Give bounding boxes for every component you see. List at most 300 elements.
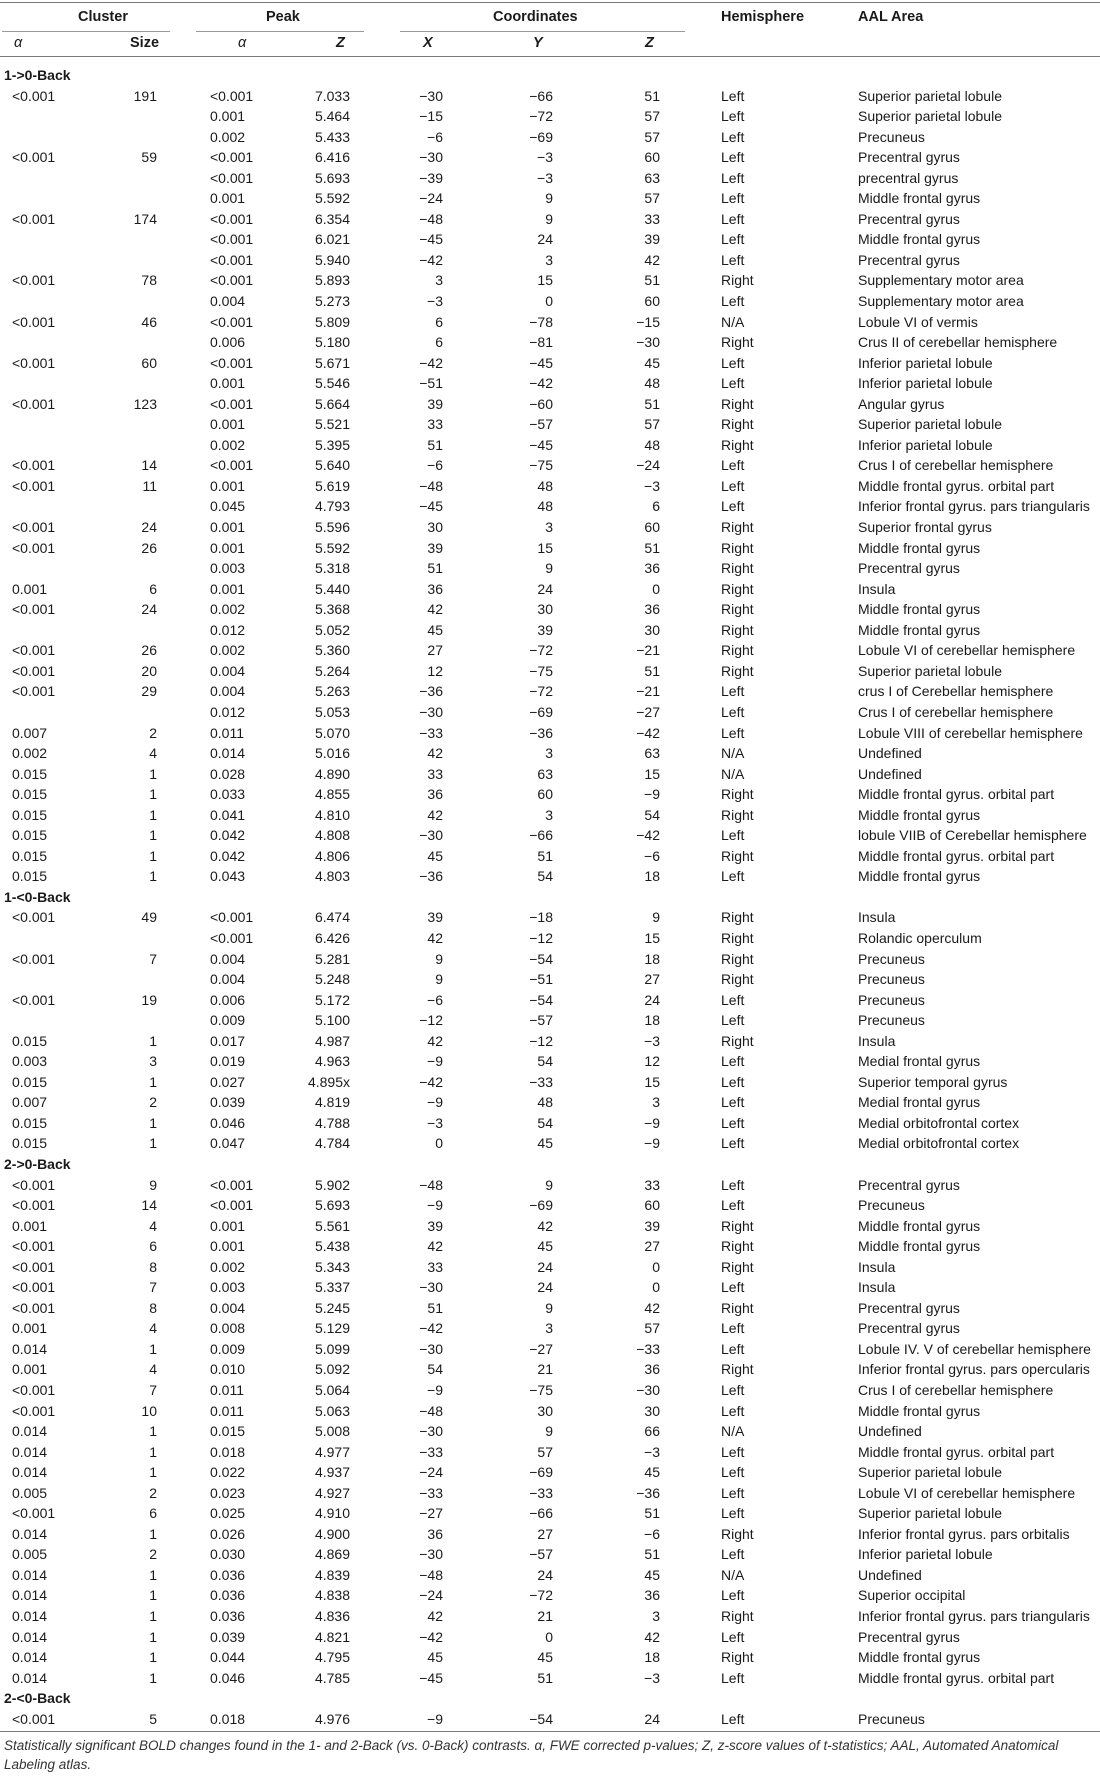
- header-hemisphere: Hemisphere: [721, 9, 805, 25]
- peak-alpha-cell: 0.002: [210, 1258, 246, 1275]
- aal-area-cell: Inferior frontal gyrus. pars triangularis: [858, 498, 1090, 515]
- table-row: [0, 1483, 1100, 1504]
- aal-area-cell: Undefined: [858, 1423, 922, 1440]
- aal-area-cell: Undefined: [858, 745, 922, 762]
- coord-z-cell: 54: [644, 806, 660, 823]
- table-row: [0, 435, 1100, 456]
- peak-alpha-cell: 0.036: [210, 1587, 246, 1604]
- peak-alpha-cell: 0.001: [210, 375, 246, 392]
- coord-y-cell: −66: [529, 827, 553, 844]
- coord-y-cell: −27: [529, 1340, 553, 1357]
- peak-z-cell: 6.474: [314, 909, 350, 926]
- section-row: [0, 1688, 1100, 1709]
- aal-area-cell: Medial frontal gyrus: [858, 1053, 981, 1070]
- cluster-alpha-cell: 0.015: [12, 1114, 48, 1131]
- section-label: 2-<0-Back: [4, 1690, 71, 1707]
- aal-area-cell: lobule VIIB of Cerebellar hemisphere: [858, 827, 1087, 844]
- table-row: [0, 373, 1100, 394]
- table-row: [0, 1092, 1100, 1113]
- cluster-alpha-cell: <0.001: [12, 991, 56, 1008]
- coord-z-cell: 51: [644, 272, 660, 289]
- coord-y-cell: −54: [529, 1710, 553, 1727]
- coord-y-cell: 24: [537, 580, 553, 597]
- hemisphere-cell: Left: [721, 498, 745, 515]
- coord-x-cell: 36: [427, 786, 443, 803]
- coord-z-cell: 0: [652, 1279, 660, 1296]
- coord-z-cell: 51: [644, 662, 660, 679]
- hemisphere-cell: Right: [721, 395, 754, 412]
- peak-alpha-cell: 0.045: [210, 498, 246, 515]
- cluster-alpha-cell: 0.014: [12, 1525, 48, 1542]
- subheader-x: X: [423, 35, 433, 51]
- peak-alpha-cell: 0.001: [210, 519, 246, 536]
- cluster-alpha-cell: <0.001: [12, 272, 56, 289]
- coord-z-cell: 48: [644, 375, 660, 392]
- aal-area-cell: Middle frontal gyrus. orbital part: [858, 477, 1055, 494]
- coord-y-cell: 48: [537, 498, 553, 515]
- cluster-alpha-cell: 0.014: [12, 1340, 48, 1357]
- peak-alpha-cell: 0.028: [210, 765, 246, 782]
- coord-y-cell: 3: [545, 806, 553, 823]
- cluster-size-cell: 1: [149, 1649, 157, 1666]
- hemisphere-cell: Left: [721, 1320, 745, 1337]
- coord-z-cell: −3: [644, 1032, 660, 1049]
- cluster-size-cell: 11: [142, 477, 157, 494]
- hemisphere-cell: Left: [721, 1073, 745, 1090]
- peak-alpha-cell: <0.001: [210, 909, 254, 926]
- peak-alpha-cell: 0.041: [210, 806, 246, 823]
- cluster-size-cell: 1: [149, 1340, 157, 1357]
- hemisphere-cell: Left: [721, 683, 745, 700]
- subheader-cluster-alpha: α: [14, 35, 23, 51]
- coord-x-cell: −45: [419, 498, 443, 515]
- aal-area-cell: Crus I of cerebellar hemisphere: [858, 1382, 1054, 1398]
- table-row: [0, 764, 1100, 785]
- cluster-size-cell: 1: [149, 868, 157, 885]
- peak-alpha-cell: 0.009: [210, 1340, 246, 1357]
- peak-z-cell: 4.977: [314, 1443, 350, 1460]
- peak-alpha-cell: 0.004: [210, 950, 246, 967]
- table-row: [0, 1072, 1100, 1093]
- cluster-size-cell: 191: [133, 87, 157, 104]
- table-row: [0, 1709, 1100, 1730]
- peak-alpha-cell: <0.001: [210, 210, 254, 227]
- coord-z-cell: 57: [644, 128, 660, 145]
- aal-area-cell: Middle frontal gyrus. orbital part: [858, 847, 1055, 864]
- cluster-size-cell: 26: [141, 539, 157, 556]
- coord-z-cell: 9: [652, 909, 660, 926]
- coord-y-cell: −33: [529, 1073, 553, 1090]
- peak-alpha-cell: 0.042: [210, 847, 246, 864]
- coord-z-cell: 51: [644, 1505, 660, 1522]
- hemisphere-cell: N/A: [721, 313, 745, 330]
- cluster-size-cell: 24: [141, 601, 157, 618]
- peak-alpha-cell: 0.001: [210, 477, 246, 494]
- table-row: [0, 250, 1100, 271]
- coord-x-cell: 39: [427, 539, 443, 556]
- peak-z-cell: 6.021: [314, 231, 350, 248]
- table-row: [0, 846, 1100, 867]
- table-row: [0, 353, 1100, 374]
- table-row: [0, 188, 1100, 209]
- hemisphere-cell: N/A: [721, 745, 745, 762]
- peak-alpha-cell: 0.044: [210, 1649, 246, 1666]
- aal-area-cell: Middle frontal gyrus: [858, 1217, 981, 1234]
- table-row: [0, 866, 1100, 887]
- coord-x-cell: −3: [427, 1114, 443, 1131]
- peak-alpha-cell: <0.001: [210, 1176, 254, 1193]
- cluster-alpha-cell: <0.001: [12, 683, 56, 700]
- hemisphere-cell: Right: [721, 1217, 754, 1234]
- coord-y-cell: 9: [545, 190, 553, 207]
- bottom-rule: [0, 1731, 1100, 1732]
- coord-x-cell: −33: [419, 724, 443, 741]
- table-row: [0, 784, 1100, 805]
- peak-alpha-cell: <0.001: [210, 272, 254, 289]
- table-row: [0, 1031, 1100, 1052]
- coord-y-cell: −69: [529, 703, 553, 720]
- subheader-z: Z: [336, 35, 345, 51]
- peak-alpha-cell: 0.001: [210, 108, 246, 125]
- coord-y-cell: 60: [537, 786, 553, 803]
- coord-x-cell: −27: [419, 1505, 443, 1522]
- aal-area-cell: Crus II of cerebellar hemisphere: [858, 334, 1058, 351]
- peak-z-cell: 4.963: [314, 1053, 350, 1070]
- coord-y-cell: 54: [537, 1114, 553, 1131]
- coord-x-cell: −3: [427, 293, 443, 310]
- peak-alpha-cell: 0.018: [210, 1710, 246, 1727]
- peak-alpha-cell: 0.017: [210, 1032, 246, 1049]
- cluster-underline: [2, 31, 170, 32]
- table-footnote: Statistically significant BOLD changes found in the 1- and 2-Back (vs. 0-Back) contrasts. α, FWE corrected p-values; Z, z-score values of t-statistics; AAL, Automated Anatomical Labeling atlas.: [4, 1738, 1059, 1772]
- section-row: [0, 887, 1100, 908]
- peak-alpha-cell: 0.015: [210, 1423, 246, 1440]
- hemisphere-cell: Left: [721, 1710, 745, 1727]
- coord-z-cell: −21: [636, 683, 660, 700]
- aal-area-cell: Precentral gyrus: [858, 560, 960, 577]
- coord-z-cell: 60: [644, 149, 660, 166]
- aal-area-cell: Superior frontal gyrus: [858, 519, 992, 536]
- aal-area-cell: Middle frontal gyrus. orbital part: [858, 1443, 1055, 1460]
- coord-z-cell: 36: [644, 601, 660, 618]
- coordinates-underline: [400, 31, 685, 32]
- cluster-alpha-cell: 0.014: [12, 1566, 48, 1583]
- peak-z-cell: 5.693: [314, 1197, 350, 1214]
- coord-y-cell: 24: [537, 1566, 553, 1583]
- aal-area-cell: Precentral gyrus: [858, 1176, 960, 1193]
- coord-z-cell: 45: [644, 1464, 660, 1481]
- coord-z-cell: −3: [644, 1669, 660, 1686]
- peak-alpha-cell: 0.012: [210, 621, 246, 638]
- coord-x-cell: −6: [427, 128, 443, 145]
- hemisphere-cell: Right: [721, 1238, 754, 1255]
- cluster-size-cell: 46: [141, 313, 157, 330]
- coord-y-cell: −45: [529, 354, 553, 371]
- hemisphere-cell: Left: [721, 1546, 745, 1563]
- aal-area-cell: Middle frontal gyrus: [858, 868, 981, 885]
- table-row: [0, 86, 1100, 107]
- coord-x-cell: 12: [427, 662, 443, 679]
- coord-z-cell: −21: [636, 642, 660, 659]
- aal-area-cell: Precuneus: [858, 950, 925, 967]
- cluster-alpha-cell: 0.015: [12, 1032, 48, 1049]
- coord-z-cell: 39: [644, 231, 660, 248]
- hemisphere-cell: Left: [721, 1135, 745, 1152]
- cluster-size-cell: 8: [149, 1299, 157, 1316]
- hemisphere-cell: Right: [721, 272, 754, 289]
- cluster-alpha-cell: 0.015: [12, 786, 48, 803]
- cluster-size-cell: 14: [141, 457, 157, 474]
- coord-z-cell: 39: [644, 1217, 660, 1234]
- cluster-alpha-cell: 0.005: [12, 1546, 48, 1563]
- coord-z-cell: −36: [636, 1484, 660, 1501]
- hemisphere-cell: Right: [721, 847, 754, 864]
- table-row: [0, 312, 1100, 333]
- table-row: [0, 681, 1100, 702]
- coord-x-cell: −9: [427, 1094, 443, 1111]
- table-row: [0, 1010, 1100, 1031]
- coord-y-cell: −51: [529, 971, 553, 988]
- coord-x-cell: −36: [419, 868, 443, 885]
- top-rule: [0, 2, 1100, 3]
- coord-y-cell: 51: [537, 847, 553, 864]
- coord-y-cell: 15: [537, 539, 553, 556]
- coord-z-cell: 60: [644, 293, 660, 310]
- coord-x-cell: −42: [419, 1320, 443, 1337]
- aal-area-cell: Superior temporal gyrus: [858, 1073, 1008, 1090]
- peak-alpha-cell: 0.006: [210, 334, 246, 351]
- peak-z-cell: 4.987: [314, 1032, 350, 1049]
- cluster-size-cell: 2: [149, 1484, 157, 1501]
- hemisphere-cell: Left: [721, 1628, 745, 1645]
- aal-area-cell: Superior parietal lobule: [858, 662, 1002, 679]
- coord-x-cell: −48: [419, 1566, 443, 1583]
- coord-y-cell: 48: [537, 1094, 553, 1111]
- coord-y-cell: −78: [529, 313, 553, 330]
- table-row: [0, 270, 1100, 291]
- hemisphere-cell: Left: [721, 1279, 745, 1296]
- table-row: [0, 147, 1100, 168]
- peak-z-cell: 4.810: [314, 806, 350, 823]
- coord-y-cell: 45: [537, 1649, 553, 1666]
- cluster-size-cell: 5: [149, 1710, 157, 1727]
- table-row: [0, 1216, 1100, 1237]
- cluster-size-cell: 4: [149, 1361, 157, 1378]
- table-row: [0, 1359, 1100, 1380]
- cluster-size-cell: 6: [149, 1238, 157, 1255]
- peak-alpha-cell: <0.001: [210, 149, 254, 166]
- coord-x-cell: 33: [427, 765, 443, 782]
- peak-alpha-cell: 0.001: [210, 580, 246, 597]
- peak-alpha-cell: 0.030: [210, 1546, 246, 1563]
- table-row: [0, 702, 1100, 723]
- peak-z-cell: 5.129: [314, 1320, 350, 1337]
- table-row: [0, 620, 1100, 641]
- cluster-alpha-cell: 0.003: [12, 1053, 48, 1070]
- cluster-alpha-cell: <0.001: [12, 1382, 56, 1398]
- peak-z-cell: 5.318: [314, 560, 350, 577]
- aal-area-cell: Middle frontal gyrus: [858, 621, 981, 638]
- cluster-alpha-cell: 0.002: [12, 745, 48, 762]
- coord-x-cell: −24: [419, 1587, 443, 1604]
- cluster-size-cell: 1: [149, 1628, 157, 1645]
- peak-z-cell: 4.795: [314, 1649, 350, 1666]
- hemisphere-cell: Left: [721, 1484, 745, 1501]
- peak-alpha-cell: 0.002: [210, 601, 246, 618]
- hemisphere-cell: Left: [721, 1340, 745, 1357]
- cluster-alpha-cell: <0.001: [12, 313, 56, 330]
- coord-z-cell: 33: [644, 1176, 660, 1193]
- section-label: 2->0-Back: [4, 1155, 71, 1172]
- coord-z-cell: 3: [652, 1094, 660, 1111]
- cluster-alpha-cell: <0.001: [12, 1402, 56, 1419]
- hemisphere-cell: Left: [721, 1505, 745, 1522]
- peak-alpha-cell: 0.046: [210, 1114, 246, 1131]
- coord-x-cell: −30: [419, 827, 443, 844]
- peak-alpha-cell: 0.018: [210, 1443, 246, 1460]
- coord-x-cell: −15: [419, 108, 443, 125]
- cluster-size-cell: 9: [149, 1176, 157, 1193]
- cluster-alpha-cell: 0.007: [12, 1094, 48, 1111]
- peak-z-cell: 5.053: [314, 703, 350, 720]
- coord-x-cell: 6: [435, 313, 443, 330]
- peak-alpha-cell: 0.002: [210, 436, 246, 453]
- cluster-size-cell: 2: [149, 1546, 157, 1563]
- table-row: [0, 106, 1100, 127]
- hemisphere-cell: Left: [721, 1382, 745, 1398]
- peak-alpha-cell: 0.023: [210, 1484, 246, 1501]
- peak-z-cell: 5.809: [314, 313, 350, 330]
- aal-area-cell: Inferior frontal gyrus. pars orbitalis: [858, 1525, 1070, 1542]
- table-row: [0, 1113, 1100, 1134]
- cluster-size-cell: 1: [149, 1423, 157, 1440]
- peak-alpha-cell: 0.004: [210, 1299, 246, 1316]
- cluster-size-cell: 1: [149, 1608, 157, 1625]
- cluster-alpha-cell: <0.001: [12, 1258, 56, 1275]
- peak-z-cell: 5.273: [314, 293, 350, 310]
- cluster-size-cell: 7: [149, 1382, 157, 1398]
- table-row: [0, 1462, 1100, 1483]
- hemisphere-cell: Left: [721, 703, 745, 720]
- aal-area-cell: Lobule VIII of cerebellar hemisphere: [858, 724, 1083, 741]
- coord-z-cell: 15: [644, 765, 660, 782]
- coord-x-cell: −48: [419, 210, 443, 227]
- coord-z-cell: 42: [644, 251, 660, 268]
- subheader-z-coord: Z: [645, 35, 654, 51]
- coord-z-cell: 18: [644, 868, 660, 885]
- table-row: [0, 579, 1100, 600]
- coord-y-cell: −69: [529, 1197, 553, 1214]
- cluster-alpha-cell: <0.001: [12, 1197, 56, 1214]
- peak-alpha-cell: 0.027: [210, 1073, 246, 1090]
- table-row: [0, 1195, 1100, 1216]
- hemisphere-cell: Right: [721, 806, 754, 823]
- coord-y-cell: −72: [529, 1587, 553, 1604]
- coord-y-cell: 27: [537, 1525, 553, 1542]
- coord-x-cell: −33: [419, 1484, 443, 1501]
- peak-z-cell: 5.052: [314, 621, 350, 638]
- coord-y-cell: 45: [537, 1135, 553, 1152]
- peak-z-cell: 5.671: [314, 354, 350, 371]
- table-row: [0, 743, 1100, 764]
- cluster-alpha-cell: <0.001: [12, 909, 56, 926]
- coord-z-cell: 24: [644, 1710, 660, 1727]
- coord-x-cell: 33: [427, 416, 443, 433]
- peak-z-cell: 5.263: [314, 683, 350, 700]
- hemisphere-cell: Right: [721, 601, 754, 618]
- table-row: [0, 1257, 1100, 1278]
- hemisphere-cell: Right: [721, 1299, 754, 1316]
- peak-alpha-cell: 0.042: [210, 827, 246, 844]
- cluster-size-cell: 1: [149, 1566, 157, 1583]
- cluster-alpha-cell: <0.001: [12, 519, 56, 536]
- coord-x-cell: −42: [419, 1073, 443, 1090]
- subheader-y: Y: [533, 35, 543, 51]
- coord-z-cell: −30: [636, 334, 660, 351]
- aal-area-cell: Inferior parietal lobule: [858, 1546, 993, 1563]
- cluster-size-cell: 1: [149, 827, 157, 844]
- coord-y-cell: −3: [537, 149, 553, 166]
- hemisphere-cell: Left: [721, 1012, 745, 1029]
- coord-y-cell: 3: [545, 251, 553, 268]
- table-row: [0, 599, 1100, 620]
- cluster-alpha-cell: <0.001: [12, 539, 56, 556]
- coord-x-cell: −30: [419, 1340, 443, 1357]
- coord-z-cell: 27: [644, 971, 660, 988]
- cluster-alpha-cell: 0.014: [12, 1443, 48, 1460]
- coord-y-cell: −42: [529, 375, 553, 392]
- peak-z-cell: 5.561: [314, 1217, 350, 1234]
- cluster-size-cell: 2: [149, 724, 157, 741]
- coord-x-cell: 9: [435, 950, 443, 967]
- aal-area-cell: Middle frontal gyrus: [858, 190, 981, 207]
- hemisphere-cell: Left: [721, 128, 745, 145]
- peak-z-cell: 5.693: [314, 169, 350, 186]
- table-row: [0, 928, 1100, 949]
- coord-x-cell: 30: [427, 519, 443, 536]
- aal-area-cell: Inferior parietal lobule: [858, 354, 993, 371]
- aal-area-cell: Middle frontal gyrus: [858, 1649, 981, 1666]
- table-row: [0, 723, 1100, 744]
- peak-z-cell: 5.063: [314, 1402, 350, 1419]
- coord-y-cell: 21: [537, 1608, 553, 1625]
- table-row: [0, 1565, 1100, 1586]
- peak-alpha-cell: 0.001: [210, 1217, 246, 1234]
- aal-area-cell: Precentral gyrus: [858, 149, 960, 166]
- peak-alpha-cell: 0.001: [210, 416, 246, 433]
- aal-area-cell: Precentral gyrus: [858, 1299, 960, 1316]
- peak-alpha-cell: <0.001: [210, 169, 254, 186]
- header-cluster: Cluster: [78, 9, 128, 25]
- coord-y-cell: 3: [545, 519, 553, 536]
- cluster-size-cell: 60: [141, 354, 157, 371]
- cluster-size-cell: 1: [149, 1114, 157, 1131]
- coord-x-cell: −9: [427, 1382, 443, 1398]
- hemisphere-cell: Left: [721, 1094, 745, 1111]
- aal-area-cell: Superior parietal lobule: [858, 87, 1002, 104]
- peak-z-cell: 4.784: [314, 1135, 350, 1152]
- peak-z-cell: 5.337: [314, 1279, 350, 1296]
- coord-y-cell: 3: [545, 745, 553, 762]
- hemisphere-cell: Right: [721, 1361, 754, 1378]
- coord-x-cell: 3: [435, 272, 443, 289]
- table-row: [0, 229, 1100, 250]
- peak-alpha-cell: <0.001: [210, 395, 254, 412]
- cluster-alpha-cell: <0.001: [12, 210, 56, 227]
- coord-z-cell: 18: [644, 1649, 660, 1666]
- peak-alpha-cell: <0.001: [210, 457, 254, 474]
- peak-alpha-cell: 0.019: [210, 1053, 246, 1070]
